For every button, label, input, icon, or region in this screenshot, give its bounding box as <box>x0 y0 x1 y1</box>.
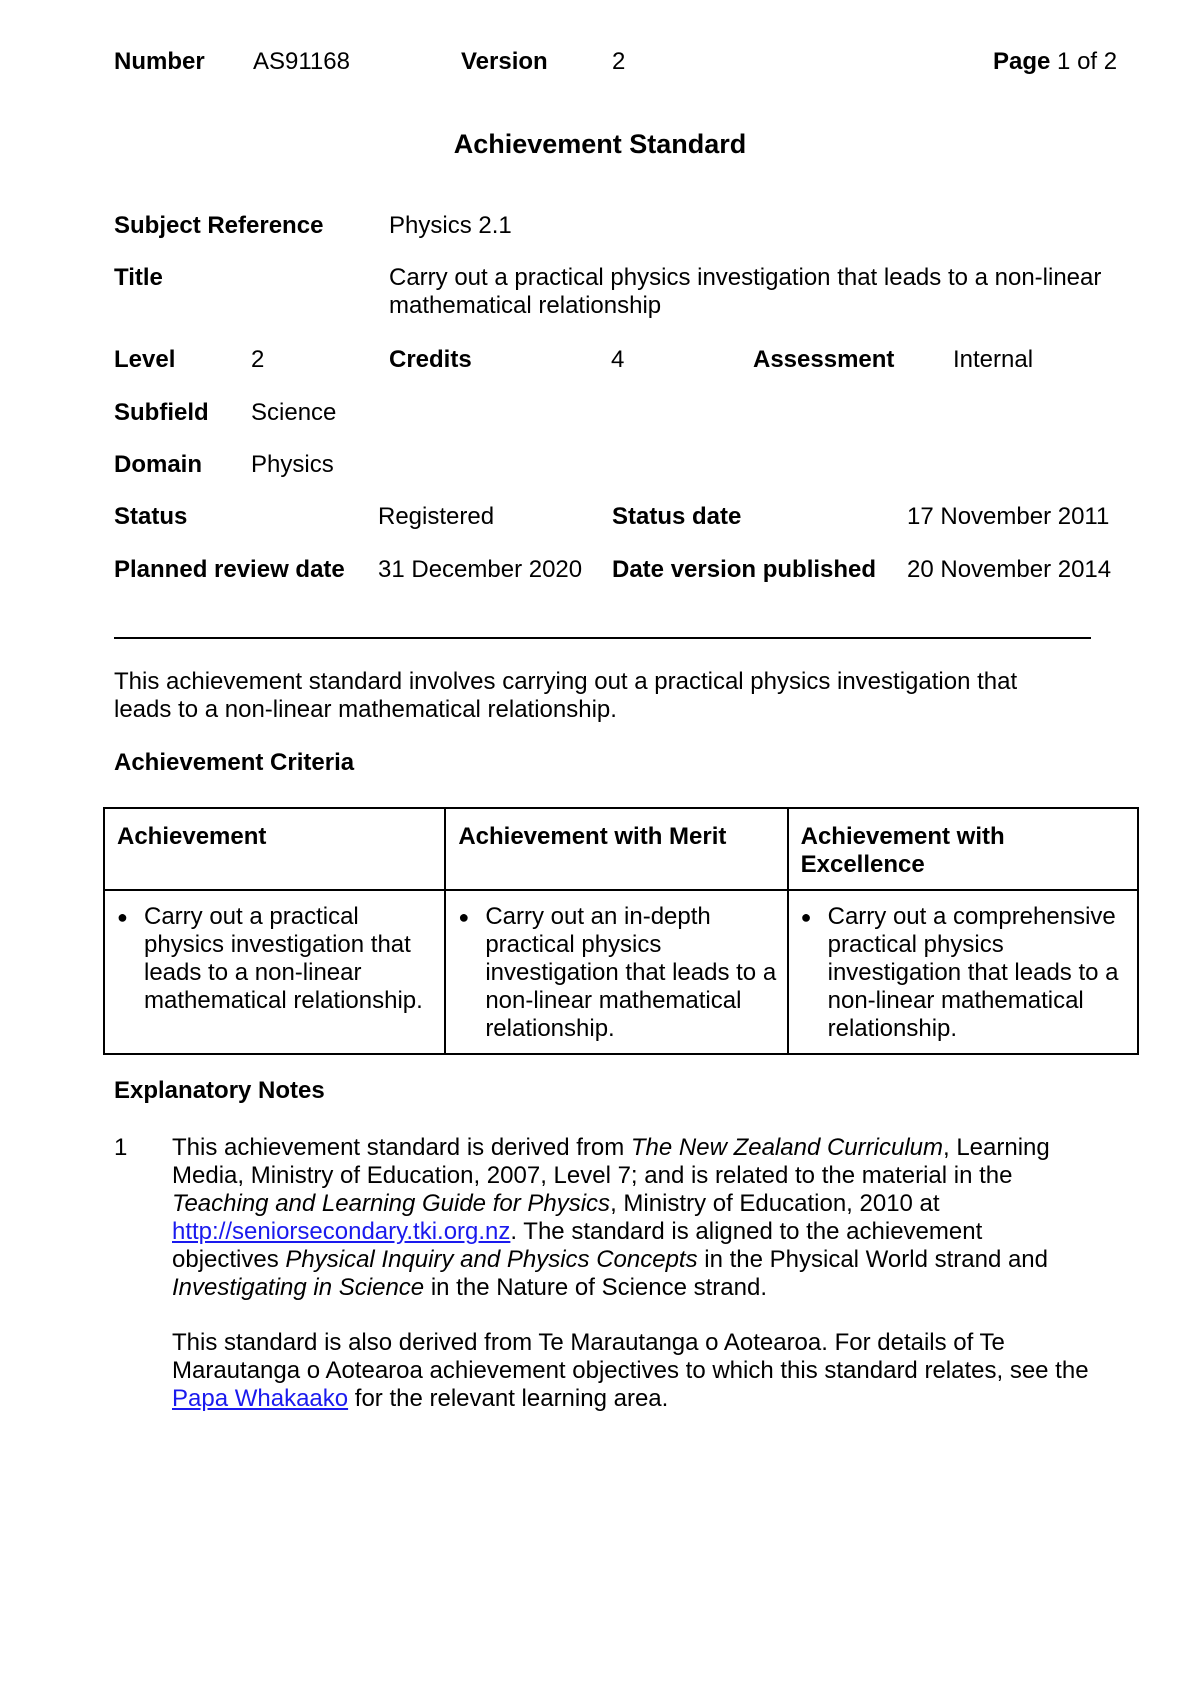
criteria-col-achievement: Achievement <box>104 808 445 890</box>
criteria-cell-merit <box>445 890 787 1054</box>
domain-value: Physics <box>251 451 334 478</box>
review-date-label: Planned review date <box>114 556 345 583</box>
page-title: Achievement Standard <box>453 129 747 159</box>
number-value: AS91168 <box>253 48 350 75</box>
subject-ref-value: Physics 2.1 <box>389 212 512 239</box>
credits-label: Credits <box>389 346 472 373</box>
bullet-icon: ● <box>800 907 812 927</box>
criteria-col-merit: Achievement with Merit <box>445 808 787 890</box>
note-italic: Investigating in Science <box>172 1274 425 1301</box>
page-label: Page <box>993 48 1051 75</box>
notes-heading: Explanatory Notes <box>114 1077 325 1104</box>
note-text: . The standard is aligned to the achievement objectives <box>172 1218 983 1273</box>
criteria-cell-achievement <box>104 890 445 1054</box>
review-date-value: 31 December 2020 <box>378 556 583 583</box>
note-1-paragraph <box>172 1134 1092 1302</box>
note-1-paragraph-2 <box>172 1329 1092 1413</box>
status-date-value: 17 November 2011 <box>907 503 1110 530</box>
subfield-label: Subfield <box>114 399 209 426</box>
bullet-icon: ● <box>117 907 128 927</box>
subject-ref-label: Subject Reference <box>114 212 324 239</box>
note-text: in the Physical World strand and <box>697 1246 1048 1273</box>
level-label: Level <box>114 346 176 373</box>
note-text: , Ministry of Education, 2010 at <box>610 1190 940 1217</box>
title-label: Title <box>114 264 163 291</box>
credits-value: 4 <box>611 346 625 373</box>
criteria-body-row <box>104 890 1138 1054</box>
domain-label: Domain <box>114 451 203 478</box>
note-text: This standard is also derived from Te Marautanga o Aotearoa. For details of Te Marautanga o Aotearoa achievement objectives to which this standard relates, see the <box>172 1329 1089 1384</box>
note-text: , Learning Media, Ministry of Education, 2007, Level 7; and is related to the material in the <box>172 1134 1050 1189</box>
number-label: Number <box>114 48 205 75</box>
version-value: 2 <box>612 48 626 75</box>
subfield-value: Science <box>251 399 337 426</box>
published-date-label: Date version published <box>612 556 877 583</box>
criteria-table <box>103 807 1139 1055</box>
criteria-text-achievement: Carry out a practical physics investigation that leads to a non-linear mathematical relationship. <box>144 903 423 1014</box>
note-italic: Teaching and Learning Guide for Physics <box>172 1190 611 1217</box>
criteria-col-excellence: Achievement with Excellence <box>788 808 1138 890</box>
published-date-value: 20 November 2014 <box>907 556 1112 583</box>
status-date-label: Status date <box>612 503 742 530</box>
criteria-cell-excellence <box>788 890 1138 1054</box>
status-value: Registered <box>378 503 495 530</box>
assessment-value: Internal <box>953 346 1034 373</box>
intro-text: This achievement standard involves carrying out a practical physics investigation that leads to a non-linear mathematical relationship. <box>114 668 1018 723</box>
criteria-text-excellence: Carry out a comprehensive practical physics investigation that leads to a non-linear mathematical relationship. <box>827 903 1119 1042</box>
criteria-text-merit: Carry out an in-depth practical physics investigation that leads to a non-linear mathematical relationship. <box>485 903 777 1042</box>
title-value: Carry out a practical physics investigation that leads to a non-linear mathematical relationship <box>389 264 1102 319</box>
status-label: Status <box>114 503 188 530</box>
note-text: in the Nature of Science strand. <box>424 1274 768 1301</box>
note-italic: Physical Inquiry and Physics Concepts <box>285 1246 698 1273</box>
page-value: 1 of 2 <box>1057 48 1118 75</box>
level-value: 2 <box>251 346 265 373</box>
note-text: This achievement standard is derived from <box>172 1134 631 1161</box>
bullet-icon: ● <box>458 907 470 927</box>
note-number: 1 <box>114 1134 128 1161</box>
divider <box>114 637 1091 639</box>
papa-whakaako-link[interactable]: Papa Whakaako <box>172 1385 349 1412</box>
page-indicator <box>993 48 1117 76</box>
tki-link[interactable]: http://seniorsecondary.tki.org.nz <box>172 1218 511 1245</box>
assessment-label: Assessment <box>753 346 895 373</box>
note-italic: The New Zealand Curriculum <box>630 1134 943 1161</box>
criteria-header-row <box>104 808 1138 890</box>
criteria-heading: Achievement Criteria <box>114 749 355 776</box>
note-text: for the relevant learning area. <box>348 1385 669 1412</box>
version-label: Version <box>461 48 548 75</box>
